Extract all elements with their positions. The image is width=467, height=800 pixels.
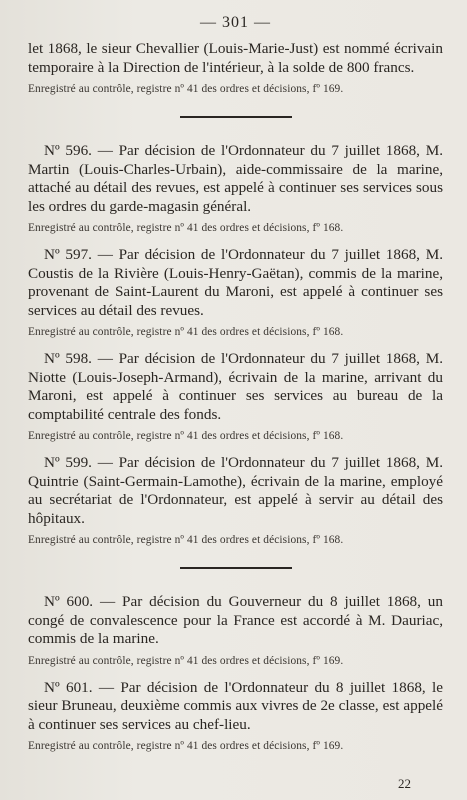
registration-note: Enregistré au contrôle, registre nº 41 des ordres et décisions, fº 169. [28, 83, 344, 95]
entry-597 [28, 246, 443, 339]
registration-note: Enregistré au contrôle, registre nº 41 des ordres et décisions, fº 168. [28, 222, 344, 234]
entry-600 [28, 593, 443, 668]
entry-text: Nº 601. — Par décision de l'Ordonnateur du 8 juillet 1868, le sieur Bruneau, deuxième commis aux vivres de 2e classe, est appelé à continuer ses services au chef-lieu. [28, 678, 443, 733]
entry-598 [28, 350, 443, 443]
entry-601 [28, 679, 443, 754]
entry-text: Nº 597. — Par décision de l'Ordonnateur du 7 juillet 1868, M. Coustis de la Rivière (Louis-Henry-Gaëtan), commis de la marine, provenant de Saint-Laurent du Maroni, est appelé à continuer ses services au détail des revues. [28, 246, 443, 319]
registration-note: Enregistré au contrôle, registre nº 41 des ordres et décisions, fº 169. [28, 740, 344, 752]
signature-mark: 22 [398, 776, 411, 791]
entry-text: Nº 598. — Par décision de l'Ordonnateur du 7 juillet 1868, M. Niotte (Louis-Joseph-Armand), écrivain de la marine, arrivant du Maroni, est appelé à continuer ses services au bureau de la comptabilité centrale des fonds. [28, 350, 443, 423]
registration-note: Enregistré au contrôle, registre nº 41 des ordres et décisions, fº 168. [28, 430, 344, 442]
section-divider [180, 567, 292, 569]
continuation-text: let 1868, le sieur Chevallier (Louis-Marie-Just) est nommé écrivain temporaire à la Direction de l'intérieur, à la solde de 800 francs. [28, 40, 443, 76]
entry-text: Nº 599. — Par décision de l'Ordonnateur du 7 juillet 1868, M. Quintrie (Saint-Germain-Lamothe), écrivain de la marine, employé au secrétariat de l'Ordonnateur, est appelé à servir au détail des hôpitaux. [28, 454, 443, 527]
registration-note: Enregistré au contrôle, registre nº 41 des ordres et décisions, fº 169. [28, 654, 344, 667]
registration-note: Enregistré au contrôle, registre nº 41 des ordres et décisions, fº 168. [28, 534, 344, 546]
entry-text: Nº 596. — Par décision de l'Ordonnateur du 7 juillet 1868, M. Martin (Louis-Charles-Urbain), aide-commissaire de la marine, attaché au détail des revues, est appelé à continuer ses services sous les ordres du garde-magasin général. [28, 142, 443, 215]
entry-text: Nº 600. — Par décision du Gouverneur du 8 juillet 1868, un congé de convalescence pour la France est accordé à M. Dauriac, commis de la marine. [28, 593, 443, 647]
continuation-block [28, 40, 443, 96]
entry-596 [28, 142, 443, 235]
registration-note: Enregistré au contrôle, registre nº 41 des ordres et décisions, fº 168. [28, 326, 344, 338]
entry-599 [28, 454, 443, 547]
section-divider [180, 116, 292, 118]
page-number: — 301 — [200, 14, 271, 31]
